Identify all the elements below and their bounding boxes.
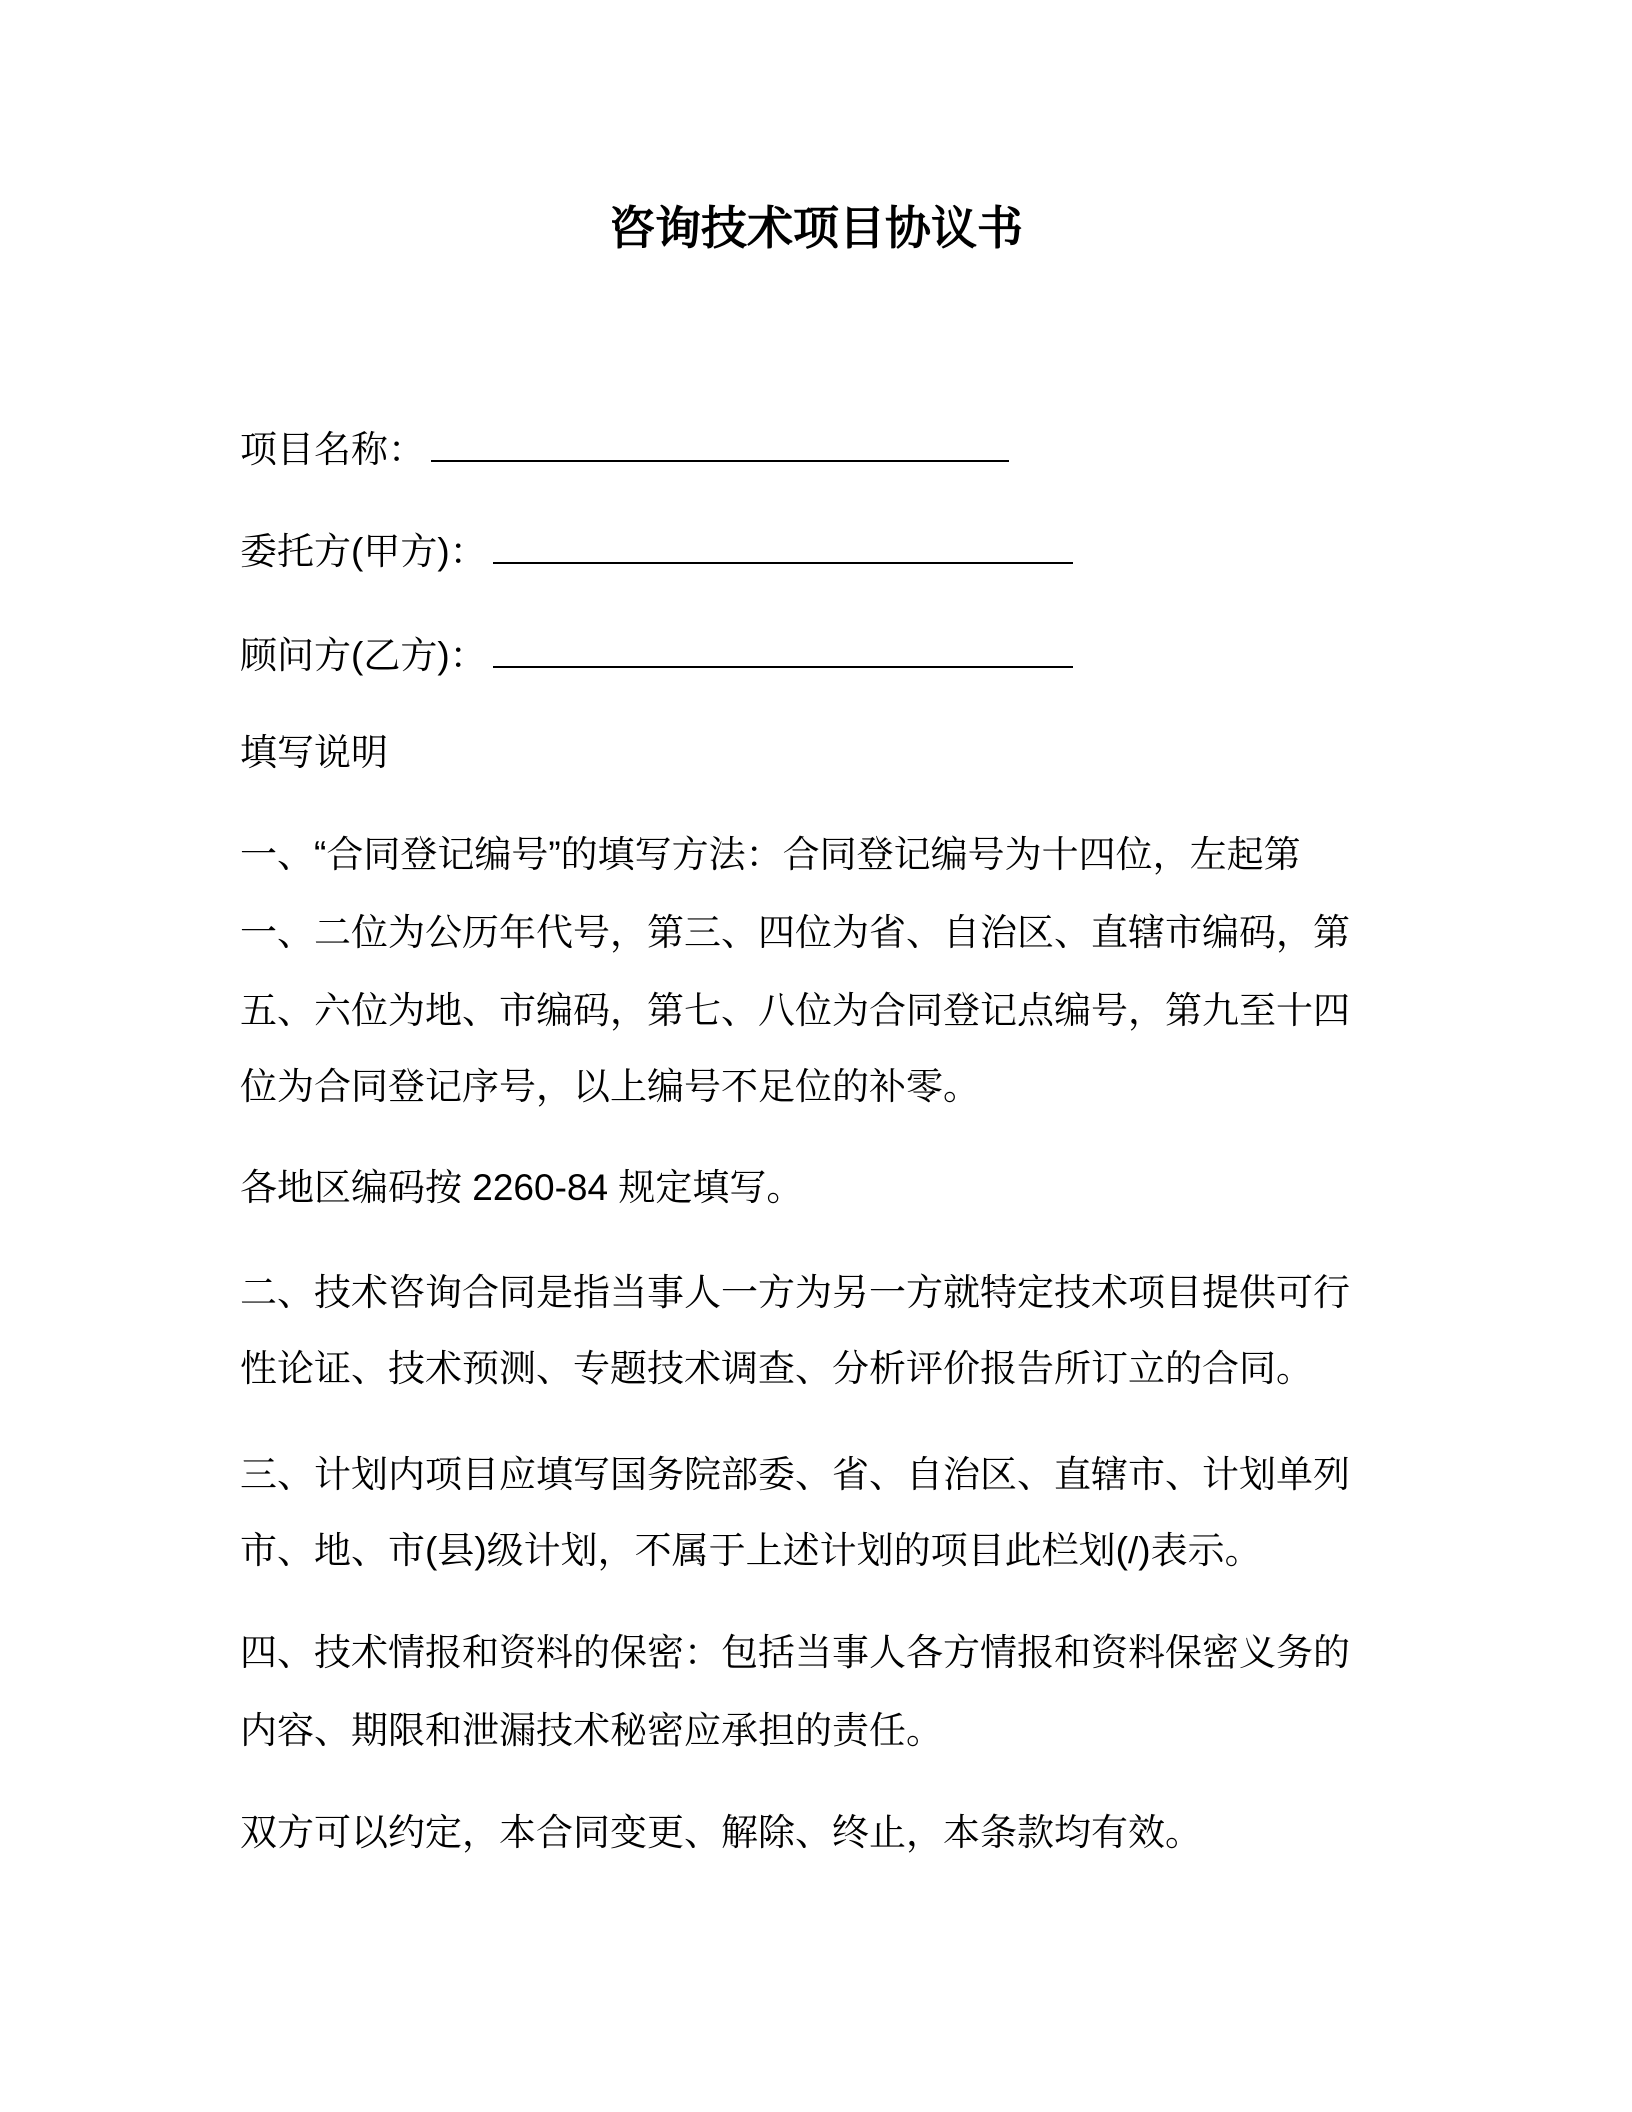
paragraph-line: 内容、期限和泄漏技术秘密应承担的责任。: [240, 1710, 943, 1751]
paragraph-line: 五、六位为地、市编码，第七、八位为合同登记点编号，第九至十四: [240, 990, 1350, 1031]
document-title: 咨询技术项目协议书: [609, 202, 1023, 254]
paragraph-line: 一、二位为公历年代号，第三、四位为省、自治区、直辖市编码，第: [240, 912, 1350, 953]
paragraph-line: 四、技术情报和资料的保密：包括当事人各方情报和资料保密义务的: [240, 1632, 1350, 1673]
field-label: 委托方(甲方)：: [240, 531, 487, 572]
paragraph-line: 市、地、市(县)级计划，不属于上述计划的项目此栏划(/)表示。: [240, 1530, 1262, 1571]
paragraph-line: 二、技术咨询合同是指当事人一方为另一方就特定技术项目提供可行: [240, 1272, 1350, 1313]
paragraph-line: 性论证、技术预测、专题技术调查、分析评价报告所订立的合同。: [240, 1348, 1313, 1389]
blank-line[interactable]: [493, 630, 1073, 668]
instructions-heading: 填写说明: [240, 732, 388, 773]
field-project-name: [240, 424, 1009, 475]
blank-line[interactable]: [431, 424, 1009, 462]
paragraph-line: 一、“合同登记编号”的填写方法：合同登记编号为十四位，左起第: [240, 834, 1301, 875]
blank-line[interactable]: [493, 526, 1073, 564]
paragraph-line: 三、计划内项目应填写国务院部委、省、自治区、直辖市、计划单列: [240, 1454, 1350, 1495]
paragraph-line: 双方可以约定，本合同变更、解除、终止，本条款均有效。: [240, 1812, 1202, 1853]
field-label: 顾问方(乙方)：: [240, 635, 487, 676]
field-client: [240, 526, 1073, 577]
field-consultant: [240, 630, 1073, 681]
paragraph-line: 位为合同登记序号，以上编号不足位的补零。: [240, 1066, 980, 1107]
paragraph-line: 各地区编码按 2260-84 规定填写。: [240, 1167, 804, 1208]
field-label: 项目名称：: [240, 429, 425, 470]
